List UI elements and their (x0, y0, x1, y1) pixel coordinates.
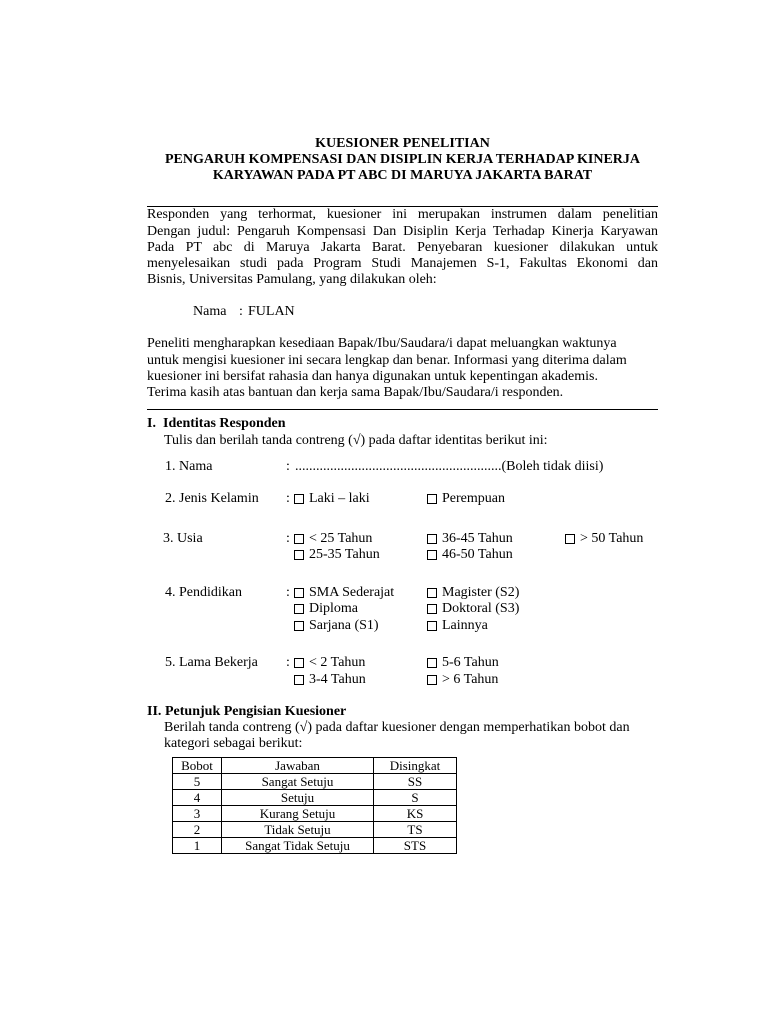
checkbox-icon (427, 604, 437, 614)
field-label-gender: 2. Jenis Kelamin (165, 491, 259, 506)
option-diploma (294, 601, 358, 617)
intro-paragraph-line: Responden yang terhormat, kuesioner ini merupakan instrumen dalam penelitian (147, 207, 658, 222)
intro-paragraph-line: Bisnis, Universitas Pamulang, yang dilakukan oleh: (147, 272, 437, 287)
option-magister (427, 585, 519, 601)
option-label: Laki – laki (309, 491, 370, 506)
table-cell: STS (374, 838, 457, 854)
table-cell: KS (374, 806, 457, 822)
option-tenure-3-4 (294, 672, 366, 688)
table-cell: 4 (173, 790, 222, 806)
closing-paragraph-line: Terima kasih atas bantuan dan kerja sama Bapak/Ibu/Saudara/i responden. (147, 385, 564, 400)
checkbox-icon (294, 550, 304, 560)
option-age-46-50 (427, 547, 513, 563)
checkbox-icon (294, 658, 304, 668)
closing-paragraph-line: untuk mengisi kuesioner ini secara lengkap dan benar. Informasi yang diterima dalam (147, 353, 627, 368)
rating-scale-table (172, 757, 457, 854)
checkbox-icon (427, 658, 437, 668)
option-tenure-over-6 (427, 672, 498, 688)
field-label-name: 1. Nama (165, 459, 213, 474)
option-age-under-25 (294, 531, 372, 547)
closing-paragraph-line: kuesioner ini bersifat rahasia dan hanya digunakan untuk kepentingan akademis. (147, 369, 598, 384)
field-separator: : (286, 655, 290, 670)
checkbox-icon (294, 534, 304, 544)
section-number: II. (147, 704, 162, 719)
option-label: 5-6 Tahun (442, 655, 499, 670)
option-sarjana (294, 618, 379, 634)
field-separator: : (286, 459, 290, 474)
option-label: < 2 Tahun (309, 655, 366, 670)
option-age-over-50 (565, 531, 643, 547)
table-cell: SS (374, 774, 457, 790)
table-header-cell: Jawaban (222, 758, 374, 774)
table-cell: 2 (173, 822, 222, 838)
field-separator: : (286, 531, 290, 546)
option-label: 25-35 Tahun (309, 547, 380, 562)
research-title-line-2: KARYAWAN PADA PT ABC DI MARUYA JAKARTA BARAT (212, 168, 593, 183)
option-label: > 6 Tahun (442, 672, 499, 687)
option-sma (294, 585, 394, 601)
section-heading: Identitas Responden (163, 416, 286, 431)
research-title-line-1: PENGARUH KOMPENSASI DAN DISIPLIN KERJA TERHADAP KINERJA (164, 152, 641, 167)
table-cell: 5 (173, 774, 222, 790)
option-laki-laki (294, 491, 370, 507)
intro-paragraph-line: Pada PT abc di Maruya Jakarta Barat. Penyebaran kuesioner dilakukan untuk (147, 240, 658, 255)
checkbox-icon (294, 494, 304, 504)
field-label-education: 4. Pendidikan (165, 585, 242, 600)
divider (147, 409, 658, 410)
option-label: > 50 Tahun (580, 531, 644, 546)
option-label: Sarjana (S1) (309, 618, 379, 633)
table-cell: Sangat Setuju (222, 774, 374, 790)
checkbox-icon (427, 534, 437, 544)
checkbox-icon (427, 550, 437, 560)
checkbox-icon (294, 588, 304, 598)
option-label: Diploma (309, 601, 358, 616)
option-label: Lainnya (442, 618, 488, 633)
option-label: 36-45 Tahun (442, 531, 513, 546)
table-header-row (173, 758, 457, 774)
checkbox-icon (427, 588, 437, 598)
table-cell: Tidak Setuju (222, 822, 374, 838)
table-header-cell: Disingkat (374, 758, 457, 774)
option-doktoral (427, 601, 519, 617)
document-title: KUESIONER PENELITIAN (315, 136, 490, 151)
intro-paragraph-line: menyelesaikan studi pada Program Studi Manajemen S-1, Fakultas Ekonomi dan (147, 256, 658, 271)
table-row (173, 838, 457, 854)
section-instruction: Berilah tanda contreng (√) pada daftar kuesioner dengan memperhatikan bobot dan (164, 720, 630, 735)
option-tenure-under-2 (294, 655, 365, 671)
option-label: 3-4 Tahun (309, 672, 366, 687)
field-separator: : (286, 491, 290, 506)
table-cell: S (374, 790, 457, 806)
option-label: Perempuan (442, 491, 505, 506)
section-heading: Petunjuk Pengisian Kuesioner (165, 704, 347, 719)
field-label-tenure: 5. Lama Bekerja (165, 655, 258, 670)
table-cell: Kurang Setuju (222, 806, 374, 822)
option-age-36-45 (427, 531, 513, 547)
table-row (173, 822, 457, 838)
table-cell: 3 (173, 806, 222, 822)
field-separator: : (286, 585, 290, 600)
checkbox-icon (294, 604, 304, 614)
table-row (173, 774, 457, 790)
section-instruction: kategori sebagai berikut: (164, 736, 303, 751)
table-row (173, 790, 457, 806)
section-instruction: Tulis dan berilah tanda contreng (√) pada daftar identitas berikut ini: (164, 433, 548, 448)
option-label: Doktoral (S3) (442, 601, 520, 616)
checkbox-icon (294, 621, 304, 631)
checkbox-icon (565, 534, 575, 544)
researcher-name-value: FULAN (248, 304, 295, 319)
field-label-age: 3. Usia (163, 531, 203, 546)
section-number: I. (147, 416, 156, 431)
closing-paragraph-line: Peneliti mengharapkan kesediaan Bapak/Ibu/Saudara/i dapat meluangkan waktunya (147, 336, 617, 351)
checkbox-icon (294, 675, 304, 685)
option-label: SMA Sederajat (309, 585, 395, 600)
intro-paragraph-line: Dengan judul: Pengaruh Kompensasi Dan Disiplin Kerja Terhadap Kinerja Karyawan (147, 224, 658, 239)
option-label: 46-50 Tahun (442, 547, 513, 562)
field-name-blank: ...........................................................(Boleh tidak diisi) (295, 459, 604, 474)
table-header-cell: Bobot (173, 758, 222, 774)
researcher-name-separator: : (239, 304, 243, 319)
option-tenure-5-6 (427, 655, 499, 671)
table-row (173, 806, 457, 822)
option-label: < 25 Tahun (309, 531, 373, 546)
option-lainnya (427, 618, 488, 634)
checkbox-icon (427, 675, 437, 685)
table-cell: 1 (173, 838, 222, 854)
researcher-name-label: Nama (193, 304, 227, 319)
option-label: Magister (S2) (442, 585, 520, 600)
table-cell: Setuju (222, 790, 374, 806)
table-cell: TS (374, 822, 457, 838)
option-perempuan (427, 491, 505, 507)
checkbox-icon (427, 621, 437, 631)
table-cell: Sangat Tidak Setuju (222, 838, 374, 854)
checkbox-icon (427, 494, 437, 504)
option-age-25-35 (294, 547, 380, 563)
